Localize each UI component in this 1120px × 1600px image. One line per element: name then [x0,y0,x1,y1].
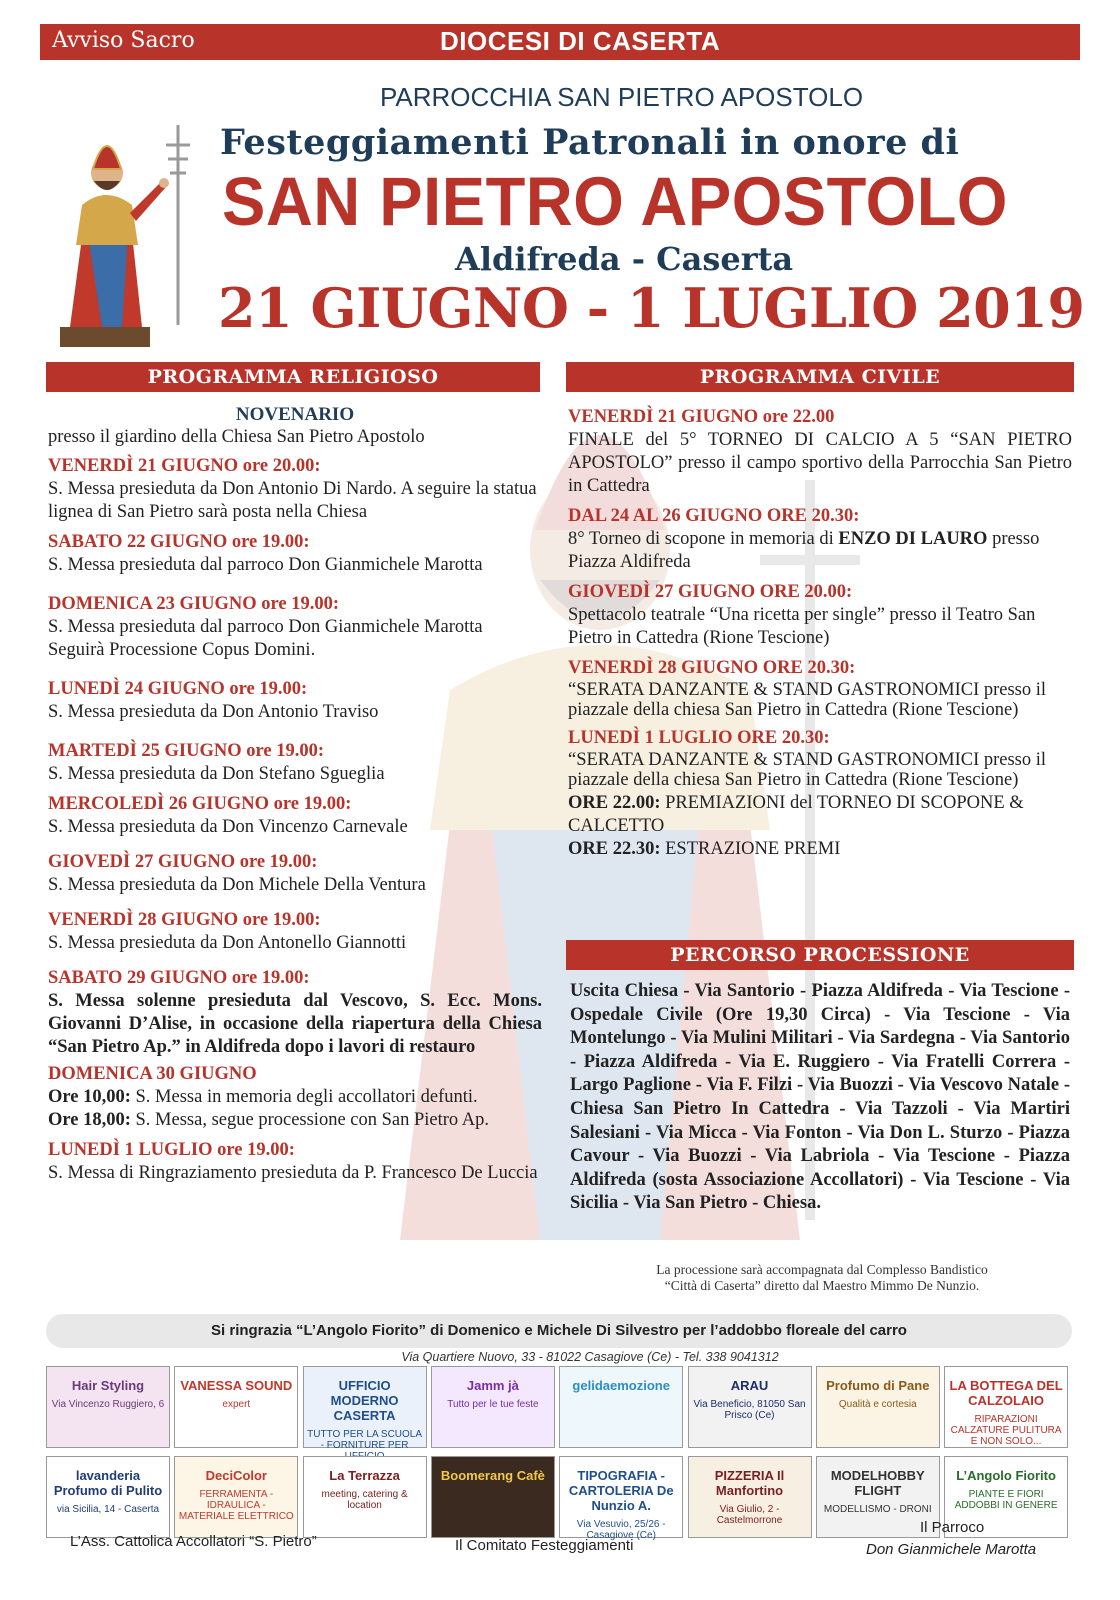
procession-note [572,1262,1072,1294]
event-text: S. Messa presieduta da Don Antonello Giannotti [48,933,407,953]
sponsor-name: Boomerang Cafè [440,1468,545,1483]
novenario-title: NOVENARIO [235,404,355,425]
event-text: Spettacolo teatrale “Una ricetta per single” presso il Teatro San Pietro in Cattedra (Rione Tescione) [568,605,1036,648]
sponsor-tile [688,1456,812,1538]
novenario-location: presso il giardino della Chiesa San Pietro Apostolo [48,427,425,447]
event-date: VENERDÌ 28 GIUGNO ORE 20.30: [568,658,856,678]
event-date: LUNEDÌ 1 LUGLIO ore 19.00: [48,1140,295,1160]
event-date: VENERDÌ 28 GIUGNO ore 19.00: [48,910,321,930]
thanks-address: Via Quartiere Nuovo, 33 - 81022 Casagiove (Ce) - Tel. 338 9041312 [401,1350,779,1364]
event-date: VENERDÌ 21 GIUGNO ore 22.00 [568,407,835,427]
event-date: MARTEDÌ 25 GIUGNO ore 19.00: [48,741,324,761]
event-date: LUNEDÌ 24 GIUGNO ore 19.00: [48,679,308,699]
religious-event [48,793,542,839]
sponsor-name: Profumo di Pane [826,1378,930,1393]
footer-parroco-name: Don Gianmichele Marotta [866,1541,1037,1558]
sponsor-tile [174,1366,298,1448]
sponsor-detail: Via Vincenzo Ruggiero, 6 [51,1399,165,1410]
sponsor-detail: expert [222,1399,251,1410]
event-date: SABATO 29 GIUGNO ore 19.00: [48,968,310,988]
event-time: Ore 18,00: [48,1110,131,1130]
sponsor-detail: Via Giulio, 2 - Castelmorrone [716,1504,783,1526]
sponsor-tile [559,1456,683,1541]
sponsor-tile [174,1456,298,1538]
religious-event [48,593,542,662]
sponsor-tile [46,1456,170,1538]
sponsor-detail: RIPARAZIONI CALZATURE PULITURA E NON SOLO... [950,1414,1062,1447]
sponsor-name: L’Angolo Fiorito [956,1468,1056,1483]
religious-event-domenica30 [48,1063,542,1132]
sponsor-name: UFFICIO MODERNO CASERTA [330,1378,399,1423]
sponsor-name: TIPOGRAFIA - CARTOLERIA De Nunzio A. [568,1468,674,1513]
sponsor-detail: Qualità e cortesia [838,1399,917,1410]
sponsor-tile [688,1366,812,1448]
diocese-title: DIOCESI DI CASERTA [440,26,721,56]
programma-civile-bar: PROGRAMMA CIVILE [566,362,1074,392]
programma-religioso [48,403,542,1192]
event-date: DAL 24 AL 26 GIUGNO ORE 20.30: [568,506,860,526]
sponsor-name: MODELHOBBY FLIGHT [830,1468,925,1498]
sponsor-detail: FERRAMENTA - IDRAULICA - MATERIALE ELETTRICO [178,1489,294,1522]
religious-event [48,740,542,786]
event-text: S. Messa presieduta da Don Antonio Traviso [48,702,379,722]
sponsor-name: gelidaemozione [572,1378,670,1393]
event-text [568,528,1072,574]
sponsor-tile [816,1366,940,1448]
civil-event [568,581,1072,650]
footer-parroco-title: Il Parroco [920,1519,985,1536]
sponsor-name: DeciColor [205,1468,267,1483]
footer-committee: Il Comitato Festeggiamenti [455,1537,634,1554]
event-text: S. Messa presieduta da Don Michele Della Ventura [48,875,426,895]
event-date: GIOVEDÌ 27 GIUGNO ORE 20.00: [568,582,853,602]
event-date: DOMENICA 30 GIUGNO [48,1064,257,1084]
sponsor-tile [303,1456,427,1538]
event-text: S. Messa presieduta da Don Antonio Di Nardo. A seguire la statua lignea di San Pietro sarà posta nella Chiesa [48,479,537,522]
event-date: VENERDÌ 21 GIUGNO ore 20.00: [48,456,321,476]
sponsor-tile [431,1456,555,1538]
event-row [48,1109,542,1132]
festivities-title: Festeggiamenti Patronali in onore di [220,122,960,163]
religious-event [48,851,542,897]
event-date: LUNEDÌ 1 LUGLIO ORE 20.30: [568,728,830,748]
sponsor-name: LA BOTTEGA DEL CALZOLAIO [949,1378,1063,1408]
event-text-post: presso Piazza Aldifreda [568,529,1040,572]
footer-association: L’Ass. Cattolica Accollatori “S. Pietro” [70,1533,317,1550]
event-time: Ore 10,00: [48,1087,131,1107]
thanks-banner: Si ringrazia “L’Angolo Fiorito” di Domenico e Michele Di Silvestro per l’addobbo floreale del carro [46,1314,1072,1348]
event-text: S. Messa presieduta da Don Vincenzo Carnevale [48,817,408,837]
event-text: S. Messa in memoria degli accollatori defunti. [130,1087,478,1107]
festival-dates: 21 GIUGNO - 1 LUGLIO 2019 [218,276,1085,340]
sponsor-name: Jamm jà [466,1378,519,1393]
event-date: SABATO 22 GIUGNO ore 19.00: [48,532,310,552]
procession-note-line: La processione sarà accompagnata dal Complesso Bandistico [656,1262,988,1277]
procession-route: Uscita Chiesa - Via Santorio - Piazza Aldifreda - Via Tescione - Ospedale Civile (Ore 19,30 Circa) - Via Tescione - Via Montelungo - Via Mulini Militari - Via Sardegna - Via Santorio - Piazza Aldifreda - Via E. Ruggiero - Via Fratelli Correra - Largo Paglione - Via F. Filzi - Via Buozzi - Via Vescovo Natale - Chiesa San Pietro In Cattedra - Via Tazzoli - Via Martiri Salesiani - Via Micca - Via Fonton - Via Don L. Sturzo - Piazza Cavour - Via Buozzi - Via Labriola - Via Tescione - Piazza Aldifreda (sosta Associazione Accollatori) - Via Tescione - Via Sicilia - Via San Pietro - Chiesa. [570,981,1070,1214]
event-text: “SERATA DANZANTE & STAND GASTRONOMICI presso il piazzale della chiesa San Pietro in Cattedra (Rione Tescione) [568,680,1047,720]
religious-event [48,967,542,1059]
sponsor-name: PIZZERIA Il Manfortino [714,1468,785,1498]
programma-religioso-bar: PROGRAMMA RELIGIOSO [46,362,540,392]
sponsor-tile [303,1366,427,1451]
event-text-pre: 8° Torneo di scopone in memoria di [568,529,839,549]
saint-statue-illustration [30,95,210,355]
sponsor-detail: PIANTE E FIORI ADDOBBI IN GENERE [954,1489,1058,1511]
event-date: GIOVEDÌ 27 GIUGNO ore 19.00: [48,852,318,872]
event-text: FINALE del 5° TORNEO DI CALCIO A 5 “SAN PIETRO APOSTOLO” presso il campo sportivo della Parrocchia San Pietro in Cattedra [568,430,1072,496]
event-text: PREMIAZIONI del TORNEO DI SCOPONE & CALCETTO [568,793,1024,836]
top-banner [40,24,1080,60]
civil-event [568,505,1072,574]
programma-civile [568,406,1072,861]
civil-event [568,406,1072,498]
sponsor-name: ARAU [730,1378,769,1393]
event-text: S. Messa di Ringraziamento presieduta da P. Francesco De Luccia [48,1163,538,1183]
civil-time-row [568,838,1072,861]
sponsor-detail: meeting, catering & location [321,1489,408,1511]
sponsor-detail: Tutto per le tue feste [447,1399,539,1410]
religious-event [48,678,542,724]
saint-title: SAN PIETRO APOSTOLO [222,163,1008,240]
religious-event [48,909,542,955]
sponsor-tile [944,1366,1068,1448]
religious-event [48,455,542,524]
event-text: S. Messa presieduta da Don Stefano Sgueglia [48,764,385,784]
avviso-sacro-label: Avviso Sacro [52,28,195,53]
civil-event [568,727,1072,790]
event-time: ORE 22.30: [568,839,661,859]
procession-note-line: “Città di Caserta” diretto dal Maestro Mimmo De Nunzio. [664,1278,980,1293]
religious-event-lunedi1 [48,1139,542,1185]
civil-time-row [568,792,1072,838]
event-text: S. Messa presieduta dal parroco Don Gianmichele Marotta [48,555,483,575]
sponsor-name: lavanderia Profumo di Pulito [53,1468,163,1498]
sponsor-detail: MODELLISMO - DRONI [823,1504,932,1515]
sponsor-detail: Via Beneficio, 81050 San Prisco (Ce) [693,1399,806,1421]
place-name: Aldifreda - Caserta [455,240,794,278]
sponsor-detail: TUTTO PER LA SCUOLA - FORNITURE PER [307,1429,423,1451]
sponsor-tile [46,1366,170,1448]
sponsor-detail: Via Vesuvio, 25/26 - Casagiove (Ce) [576,1519,666,1541]
event-text: S. Messa presieduta dal parroco Don Gianmichele Marotta Seguirà Processione Copus Domini. [48,617,483,660]
sponsor-tile [431,1366,555,1448]
parish-name: PARROCCHIA SAN PIETRO APOSTOLO [380,82,864,112]
sponsor-tile [559,1366,683,1448]
sponsor-name: VANESSA SOUND [180,1378,293,1393]
percorso-processione-bar: PERCORSO PROCESSIONE [566,940,1074,970]
religious-event [48,531,542,577]
sponsor-detail: via Sicilia, 14 - Caserta [56,1504,160,1515]
event-date: MERCOLEDÌ 26 GIUGNO ore 19.00: [48,794,352,814]
event-time: ORE 22.00: [568,793,661,813]
sponsor-name: Hair Styling [71,1378,145,1393]
event-text: “SERATA DANZANTE & STAND GASTRONOMICI presso il piazzale della chiesa San Pietro in Cattedra (Rione Tescione) [568,750,1047,790]
civil-event [568,657,1072,720]
event-text: S. Messa solenne presieduta dal Vescovo, S. Ecc. Mons. Giovanni D’Alise, in occasione della riapertura della Chiesa “San Pietro Ap.” in Aldifreda dopo i lavori di restauro [48,991,542,1057]
sponsor-name: La Terrazza [329,1468,400,1483]
event-text: S. Messa, segue processione con San Pietro Ap. [130,1110,490,1130]
event-row [48,1086,542,1109]
event-date: DOMENICA 23 GIUGNO ore 19.00: [48,594,340,614]
event-text: ESTRAZIONE PREMI [660,839,841,859]
event-text-bold: ENZO DI LAURO [838,529,988,549]
sponsors-grid [46,1366,1072,1541]
